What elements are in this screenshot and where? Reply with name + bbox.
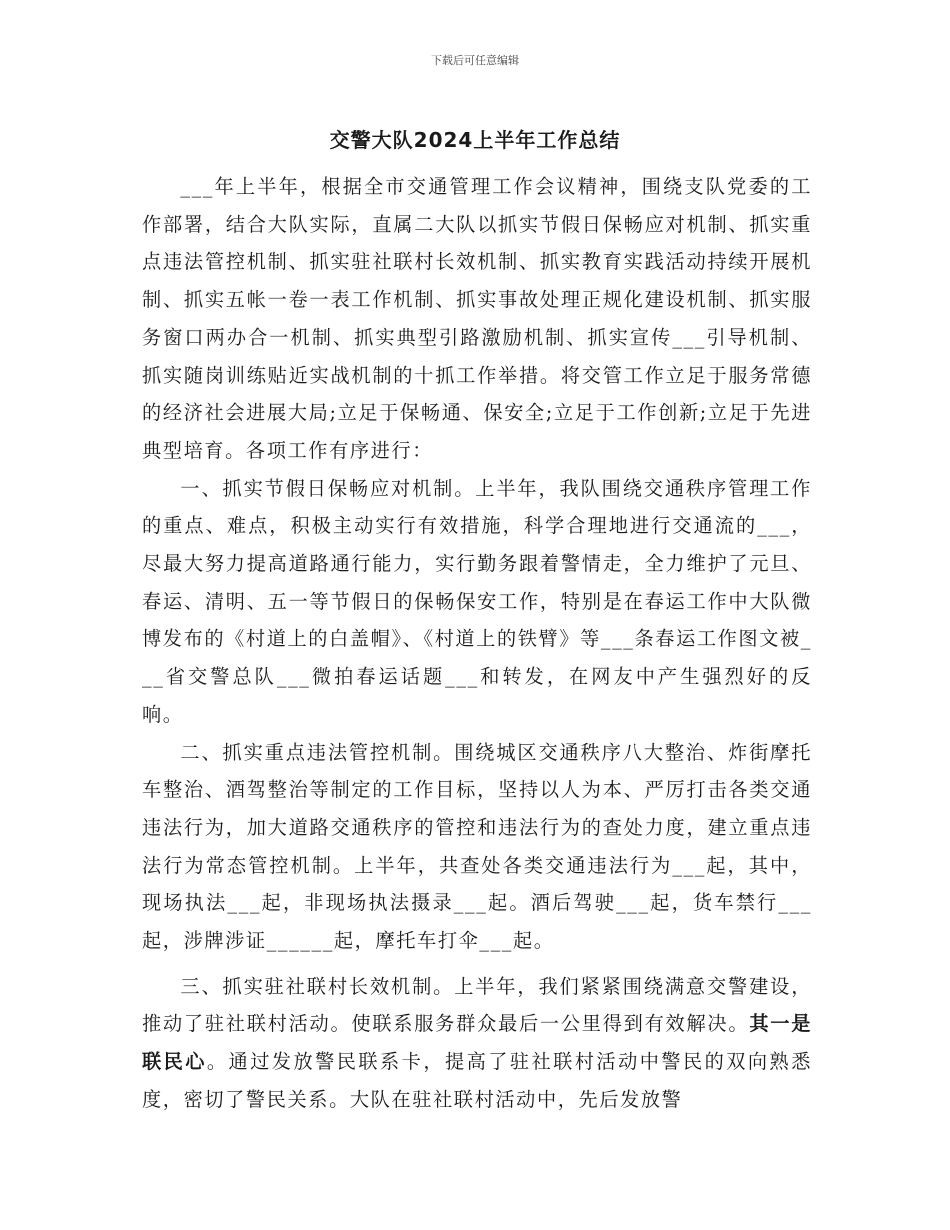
- page-header-note: 下载后可任意编辑: [431, 54, 519, 67]
- document-body: [142, 168, 812, 1119]
- paragraph-intro: ___年上半年，根据全市交通管理工作会议精神，围绕支队党委的工作部署，结合大队实际，直属二大队以抓实节假日保畅应对机制、抓实重点违法管控机制、抓实驻社联村长效机制、抓实教育实践活动持续开展机制、抓实五帐一卷一表工作机制、抓实事故处理正规化建设机制、抓实服务窗口两办合一机制、抓实典型引路激励机制、抓实宣传___引导机制、抓实随岗训练贴近实战机制的十抓工作举措。将交管工作立足于服务常德的经济社会进展大局;立足于保畅通、保安全;立足于工作创新;立足于先进典型培育。各项工作有序进行：: [142, 175, 812, 462]
- section-3-intro: 三、抓实驻社联村长效机制。上半年，我们紧紧围绕满意交警建设，推动了驻社联村活动。使联系服务群众最后一公里得到有效解决。: [142, 974, 812, 1036]
- section-3-bold-lead: 其一是联民心: [142, 1012, 812, 1074]
- document-title: 交警大队2024上半年工作总结: [329, 128, 621, 152]
- paragraph-section-3: [142, 968, 812, 1119]
- paragraph-section-1: 一、抓实节假日保畅应对机制。上半年，我队围绕交通秩序管理工作的重点、难点，积极主动实行有效措施，科学合理地进行交通流的___，尽最大努力提高道路通行能力，实行勤务跟着警情走，全力维护了元旦、春运、清明、五一等节假日的保畅保安工作，特别是在春运工作中大队微博发布的《村道上的白盖帽》、《村道上的铁臂》等___条春运工作图文被___省交警总队___微拍春运话题___和转发，在网友中产生强烈好的反响。: [142, 476, 812, 726]
- paragraph-section-2: 二、抓实重点违法管控机制。围绕城区交通秩序八大整治、炸街摩托车整治、酒驾整治等制定的工作目标，坚持以人为本、严厉打击各类交通违法行为，加大道路交通秩序的管控和违法行为的查处力度，建立重点违法行为常态管控机制。上半年，共查处各类交通违法行为___起，其中，现场执法___起，非现场执法摄录___起。酒后驾驶___起，货车禁行___起，涉牌涉证______起，摩托车打伞___起。: [142, 740, 812, 953]
- section-3-rest: 。通过发放警民联系卡，提高了驻社联村活动中警民的双向熟悉度，密切了警民关系。大队在驻社联村活动中，先后发放警: [142, 1050, 812, 1111]
